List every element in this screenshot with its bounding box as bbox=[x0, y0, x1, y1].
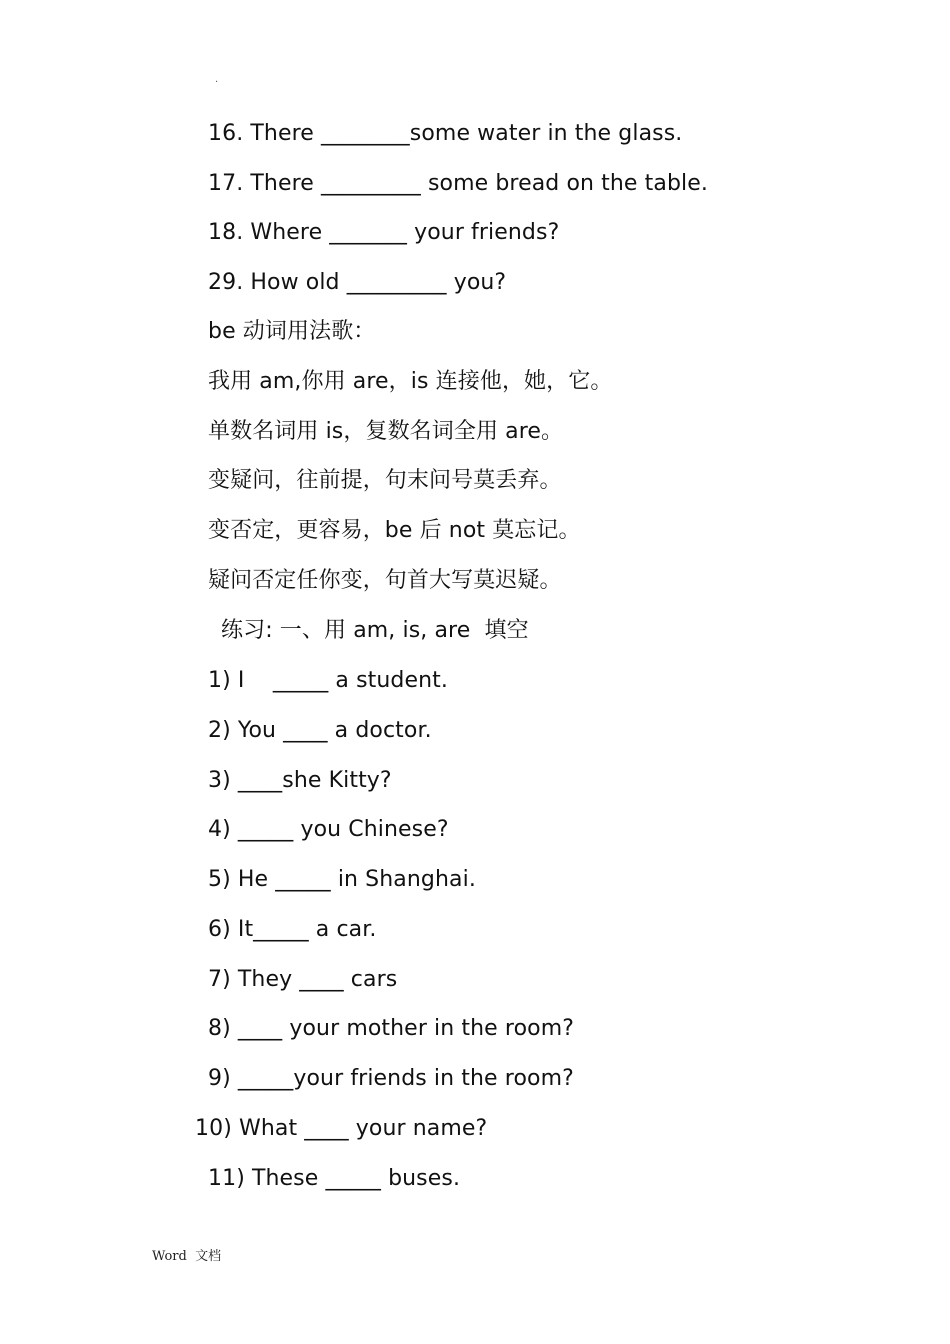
header-dot: . bbox=[215, 74, 219, 85]
practice-item-7: 7) They ____ cars bbox=[208, 967, 398, 992]
song-line-2: 单数名词用 is，复数名词全用 are。 bbox=[208, 419, 564, 444]
song-line-3: 变疑问，往前提，句末问号莫丢弃。 bbox=[208, 468, 562, 493]
practice-item-4: 4) _____ you Chinese? bbox=[208, 817, 449, 842]
practice-item-8: 8) ____ your mother in the room? bbox=[208, 1016, 574, 1041]
practice-item-11: 11) These _____ buses. bbox=[208, 1166, 461, 1191]
exercise-line-17: 17. There _________ some bread on the table. bbox=[208, 171, 708, 196]
practice-item-3: 3) ____she Kitty? bbox=[208, 768, 392, 793]
exercise-line-16: 16. There ________some water in the glass. bbox=[208, 121, 683, 146]
footer-label: Word 文档 bbox=[152, 1249, 222, 1264]
song-line-5: 疑问否定任你变，句首大写莫迟疑。 bbox=[208, 568, 562, 593]
practice-item-1: 1) I _____ a student. bbox=[208, 668, 448, 693]
exercise-line-18: 18. Where _______ your friends? bbox=[208, 220, 560, 245]
exercise-line-29: 29. How old _________ you? bbox=[208, 270, 507, 295]
song-line-4: 变否定，更容易，be 后 not 莫忘记。 bbox=[208, 518, 581, 543]
practice-item-2: 2) You ____ a doctor. bbox=[208, 718, 432, 743]
practice-item-10: 10) What ____ your name? bbox=[195, 1116, 488, 1141]
practice-item-9: 9) _____your friends in the room? bbox=[208, 1066, 574, 1091]
practice-heading: 练习: 一、用 am, is, are 填空 bbox=[221, 618, 529, 643]
practice-item-5: 5) He _____ in Shanghai. bbox=[208, 867, 476, 892]
song-title: be 动词用法歌： bbox=[208, 319, 376, 344]
practice-item-6: 6) It_____ a car. bbox=[208, 917, 377, 942]
song-line-1: 我用 am,你用 are，is 连接他，她，它。 bbox=[208, 369, 613, 394]
